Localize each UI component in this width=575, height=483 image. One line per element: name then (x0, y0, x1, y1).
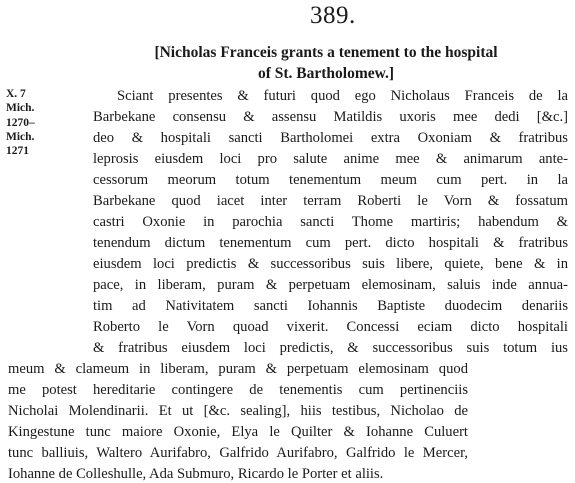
margin-note-line: 1271 (6, 145, 29, 158)
text-line: tunc balliuis, Waltero Aurifabro, Galfrido Aurifabro, Galfrido le Mercer, (8, 445, 468, 461)
margin-note-line: Mich. (6, 102, 35, 115)
text-line: tenendum dictum tenementum cum pert. dicto hospitali & fratribus (93, 235, 568, 251)
text-line: Iohanne de Colleshulle, Ada Submuro, Ricardo le Porter et aliis. (8, 466, 384, 482)
text-line: eiusdem loci predictis & successoribus suis libere, quiete, bene & in (93, 256, 568, 272)
text-line: leprosis eiusdem loci pro salute anime mee & animarum ante- (93, 151, 568, 167)
text-line: Barbekane consensu & assensu Matildis uxoris mee dedi [&c.] (93, 109, 568, 125)
margin-note-line: X. 7 (6, 88, 26, 100)
page-number: 389. (310, 2, 356, 29)
text-line: Barbekane quod iacet inter terram Roberti le Vorn & fossatum (93, 193, 568, 209)
text-line: castri Oxonie in parochia sancti Thome martiris; habendum & (93, 214, 568, 230)
margin-note-line: 1270– (6, 116, 35, 129)
margin-note (6, 87, 35, 158)
text-line: deo & hospitali sancti Bartholomei extra Oxoniam & fratribus (93, 130, 568, 146)
text-line: Nicholai Molendinarii. Et ut [&c. sealing], hiis testibus, Nicholao de (8, 403, 468, 419)
text-line: meum & clameum in liberam, puram & perpetuam elemosinam quod (8, 361, 468, 377)
text-line: Sciant presentes & futuri quod ego Nicholaus Franceis de la (117, 88, 568, 104)
text-line: Roberto le Vorn quoad vixerit. Concessi eciam dicto hospitali (93, 319, 568, 335)
text-line: me potest hereditarie contingere de tenementis cum pertinenciis (8, 382, 468, 398)
margin-note-line: Mich. (6, 130, 35, 143)
heading-line-2: of St. Bartholomew.] (257, 65, 395, 82)
text-line: & fratribus eiusdem loci predictis, & successoribus suis totum ius (93, 340, 568, 356)
text-line: pace, in liberam, puram & perpetuam elemosinam, saluis inde annua- (93, 277, 568, 293)
document-heading (96, 42, 556, 84)
heading-line-1: [Nicholas Franceis grants a tenement to the hospital (154, 44, 498, 61)
text-line: cessorum meorum totum tenementum meum cum pert. in la (93, 172, 568, 188)
text-line: Kingestune tunc maiore Oxonie, Elya le Quilter & Iohanne Culuert (8, 424, 468, 440)
text-line: tim ad Nativitatem sancti Iohannis Baptiste duodecim denariis (93, 298, 568, 314)
